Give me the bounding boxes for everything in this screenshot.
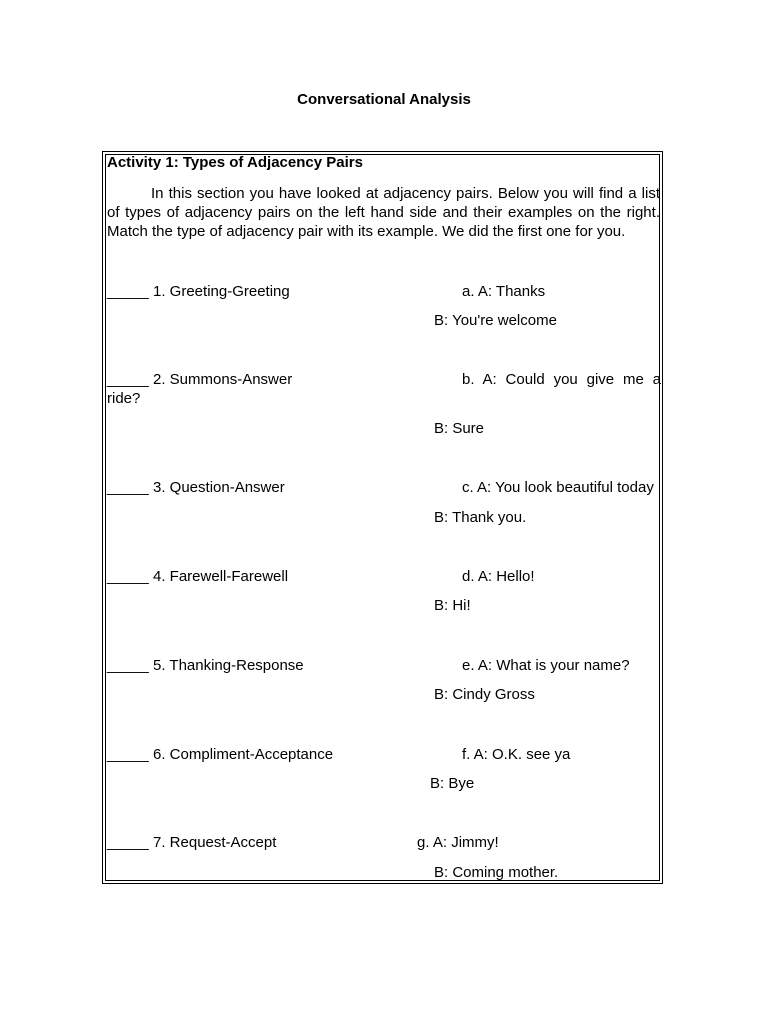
answer-blank[interactable]: _____: [107, 371, 149, 388]
activity-heading: Activity 1: Types of Adjacency Pairs: [107, 154, 363, 171]
activity-box: [102, 151, 663, 884]
example-a-line: f. A: O.K. see ya: [462, 746, 571, 763]
example-b-line: B: Coming mother.: [434, 864, 559, 881]
activity-box-inner-border: [105, 154, 660, 881]
example-b-line: B: Cindy Gross: [434, 686, 535, 703]
example-a-line: a. A: Thanks: [462, 283, 546, 300]
pair-type-label: 7. Request-Accept: [153, 834, 277, 851]
pair-type-label: 2. Summons-Answer: [153, 371, 293, 388]
example-a-line: b. A: Could you give me a: [462, 371, 661, 388]
example-b-line: B: Thank you.: [434, 509, 527, 526]
example-b-line: B: You're welcome: [434, 312, 557, 329]
pair-type-label: 4. Farewell-Farewell: [153, 568, 289, 585]
page-title: Conversational Analysis: [297, 91, 471, 108]
example-a-line: g. A: Jimmy!: [417, 834, 499, 851]
example-b-line: B: Hi!: [434, 597, 471, 614]
pair-type-label: 3. Question-Answer: [153, 479, 285, 496]
answer-blank[interactable]: _____: [107, 568, 149, 585]
pair-type-label: 6. Compliment-Acceptance: [153, 746, 334, 763]
answer-blank[interactable]: _____: [107, 657, 149, 674]
example-a-line: e. A: What is your name?: [462, 657, 630, 674]
example-b-line: B: Bye: [430, 775, 475, 792]
answer-blank[interactable]: _____: [107, 479, 149, 496]
example-b-line: B: Sure: [434, 420, 485, 437]
example-a-line: d. A: Hello!: [462, 568, 535, 585]
example-a-line: c. A: You look beautiful today: [462, 479, 654, 496]
pair-type-label: 5. Thanking-Response: [153, 657, 304, 674]
example-a-continuation: ride?: [107, 390, 141, 407]
answer-blank[interactable]: _____: [107, 283, 149, 300]
answer-blank[interactable]: _____: [107, 834, 149, 851]
pair-type-label: 1. Greeting-Greeting: [153, 283, 290, 300]
activity-instructions: In this section you have looked at adjacency pairs. Below you will find a list of types of adjacency pairs on the left hand side and their examples on the right. Match the type of adjacency pair with its example. We did the first one for you.: [107, 185, 660, 240]
answer-blank[interactable]: _____: [107, 746, 149, 763]
